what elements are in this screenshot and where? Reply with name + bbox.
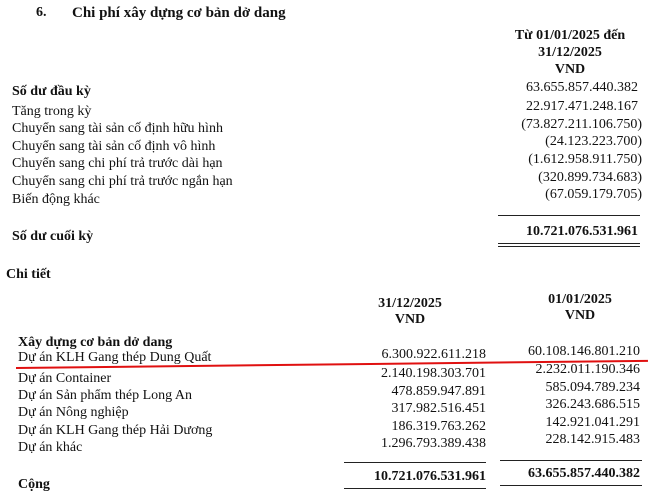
detail-row-v1-container: 2.140.198.303.701: [381, 366, 486, 381]
total-col1-bottom-rule: [344, 488, 486, 489]
detail-col1-date: 31/12/2025: [378, 296, 442, 311]
section-number: 6.: [36, 5, 47, 20]
detail-row-label-other: Dự án khác: [18, 440, 83, 455]
detail-col2-date: 01/01/2025: [548, 292, 612, 307]
row-value-increase: 22.917.471.248.167: [526, 99, 638, 114]
detail-row-v1-agriculture: 317.982.516.451: [391, 401, 486, 416]
closing-top-rule: [498, 215, 640, 216]
row-label-increase: Tăng trong kỳ: [12, 104, 92, 119]
row-label-opening: Số dư đầu kỳ: [12, 84, 91, 99]
total-v1: 10.721.076.531.961: [374, 469, 486, 484]
detail-group-label: Xây dựng cơ bản dở dang: [18, 335, 173, 350]
row-label-to-short-term-prepaid: Chuyển sang chi phí trả trước ngắn hạn: [12, 174, 233, 189]
total-label: Cộng: [18, 477, 50, 492]
detail-row-label-long-an: Dự án Sản phẩm thép Long An: [18, 388, 193, 403]
section-title: Chi phí xây dựng cơ bản dở dang: [72, 5, 286, 21]
row-label-closing: Số dư cuối kỳ: [12, 229, 94, 244]
row-label-to-long-term-prepaid: Chuyển sang chi phí trả trước dài hạn: [12, 156, 223, 171]
detail-col1-currency: VND: [394, 312, 426, 327]
detail-title: Chi tiết: [6, 267, 51, 282]
row-value-closing: 10.721.076.531.961: [526, 224, 638, 239]
detail-row-v1-dung-quat: 6.300.922.611.218: [381, 347, 486, 362]
total-col2-top-rule: [500, 460, 642, 461]
detail-row-label-agriculture: Dự án Nông nghiệp: [18, 405, 129, 420]
row-value-other-changes: (67.059.179.705): [545, 187, 642, 202]
period-header-currency: VND: [554, 62, 586, 77]
period-header-line1: Từ 01/01/2025 đến: [514, 28, 626, 43]
row-value-to-short-term-prepaid: (320.899.734.683): [538, 170, 642, 185]
detail-row-v1-hai-duong: 186.319.763.262: [391, 419, 486, 434]
row-value-to-tangible-assets: (73.827.211.106.750): [521, 117, 642, 132]
detail-row-label-hai-duong: Dự án KLH Gang thép Hải Dương: [18, 423, 213, 438]
detail-row-v2-agriculture: 326.243.686.515: [545, 397, 640, 412]
period-header-line2: 31/12/2025: [538, 45, 602, 60]
row-value-to-long-term-prepaid: (1.612.958.911.750): [528, 152, 642, 167]
closing-bottom-rule-1: [498, 243, 640, 244]
detail-row-v1-other: 1.296.793.389.438: [381, 436, 486, 451]
detail-row-label-container: Dự án Container: [18, 371, 112, 386]
row-label-other-changes: Biến động khác: [12, 192, 100, 207]
row-label-to-tangible-assets: Chuyển sang tài sản cố định hữu hình: [12, 121, 223, 136]
detail-row-v2-container: 2.232.011.190.346: [535, 362, 640, 377]
detail-row-v2-other: 228.142.915.483: [545, 432, 640, 447]
detail-row-v2-long-an: 585.094.789.234: [545, 380, 640, 395]
total-col2-bottom-rule: [500, 485, 642, 486]
detail-row-label-dung-quat: Dự án KLH Gang thép Dung Quất: [18, 350, 212, 365]
detail-row-v1-long-an: 478.859.947.891: [391, 384, 486, 399]
row-value-opening: 63.655.857.440.382: [526, 80, 638, 95]
closing-bottom-rule-2: [498, 246, 640, 247]
detail-row-v2-dung-quat: 60.108.146.801.210: [528, 344, 640, 359]
detail-col2-currency: VND: [564, 308, 596, 323]
row-label-to-intangible-assets: Chuyển sang tài sản cố định vô hình: [12, 139, 216, 154]
row-value-to-intangible-assets: (24.123.223.700): [545, 134, 642, 149]
total-v2: 63.655.857.440.382: [528, 466, 640, 481]
total-col1-top-rule: [344, 462, 486, 463]
detail-row-v2-hai-duong: 142.921.041.291: [545, 415, 640, 430]
